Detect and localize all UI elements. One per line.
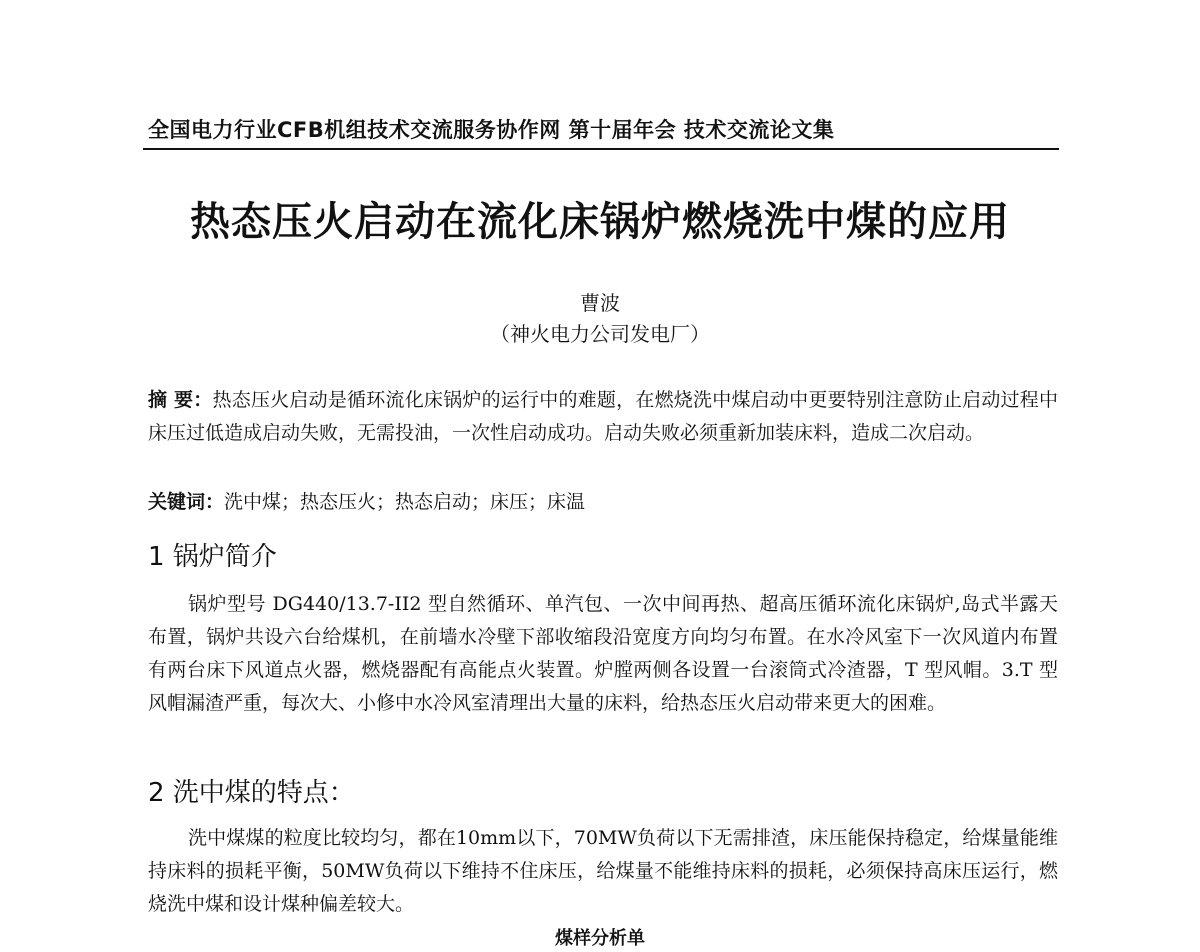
header-rule (143, 148, 1059, 150)
abstract-text: 热态压火启动是循环流化床锅炉的运行中的难题，在燃烧洗中煤启动中更要特别注意防止启动过程中床压过低造成启动失败，无需投油，一次性启动成功。启动失败必须重新加装床料，造成二次启动。 (148, 389, 1058, 444)
section-paragraph-1: 锅炉型号 DG440/13.7-II2 型自然循环、单汽包、一次中间再热、超高压循环流化床锅炉,岛式半露天布置，锅炉共设六台给煤机，在前墙水冷壁下部收缩段沿宽度方向均匀布置。在水冷风室下一次风道内布置有两台床下风道点火器，燃烧器配有高能点火装置。炉膛两侧各设置一台滚筒式冷渣器，T 型风帽。3.T 型风帽漏渣严重，每次大、小修中水冷风室清理出大量的床料，给热态压火启动带来更大的困难。 (148, 593, 1058, 714)
section-heading-1: 1 锅炉简介 (148, 542, 277, 572)
paper-title: 热态压火启动在流化床锅炉燃烧洗中煤的应用 (190, 199, 1010, 245)
abstract-label: 摘 要： (148, 389, 213, 411)
keywords-label: 关键词： (148, 491, 225, 513)
section-paragraph-2: 洗中煤煤的粒度比较均匀，都在10mm以下，70MW负荷以下无需排渣，床压能保持稳定，给煤量能维持床料的损耗平衡，50MW负荷以下维持不住床压，给煤量不能维持床料的损耗，必须保持高床压运行，燃烧洗中煤和设计煤种偏差较大。 (148, 827, 1058, 915)
author-name: 曹波 (580, 291, 620, 315)
running-head: 全国电力行业CFB机组技术交流服务协作网 第十届年会 技术交流论文集 (148, 118, 835, 142)
keywords (148, 486, 1058, 519)
section-heading-2: 2 洗中煤的特点： (148, 778, 355, 808)
abstract (148, 384, 1058, 450)
keywords-text: 洗中煤；热态压火；热态启动；床压；床温 (224, 491, 586, 513)
table-title: 煤样分析单 (555, 928, 645, 949)
author-affiliation: （神火电力公司发电厂） (490, 322, 710, 346)
